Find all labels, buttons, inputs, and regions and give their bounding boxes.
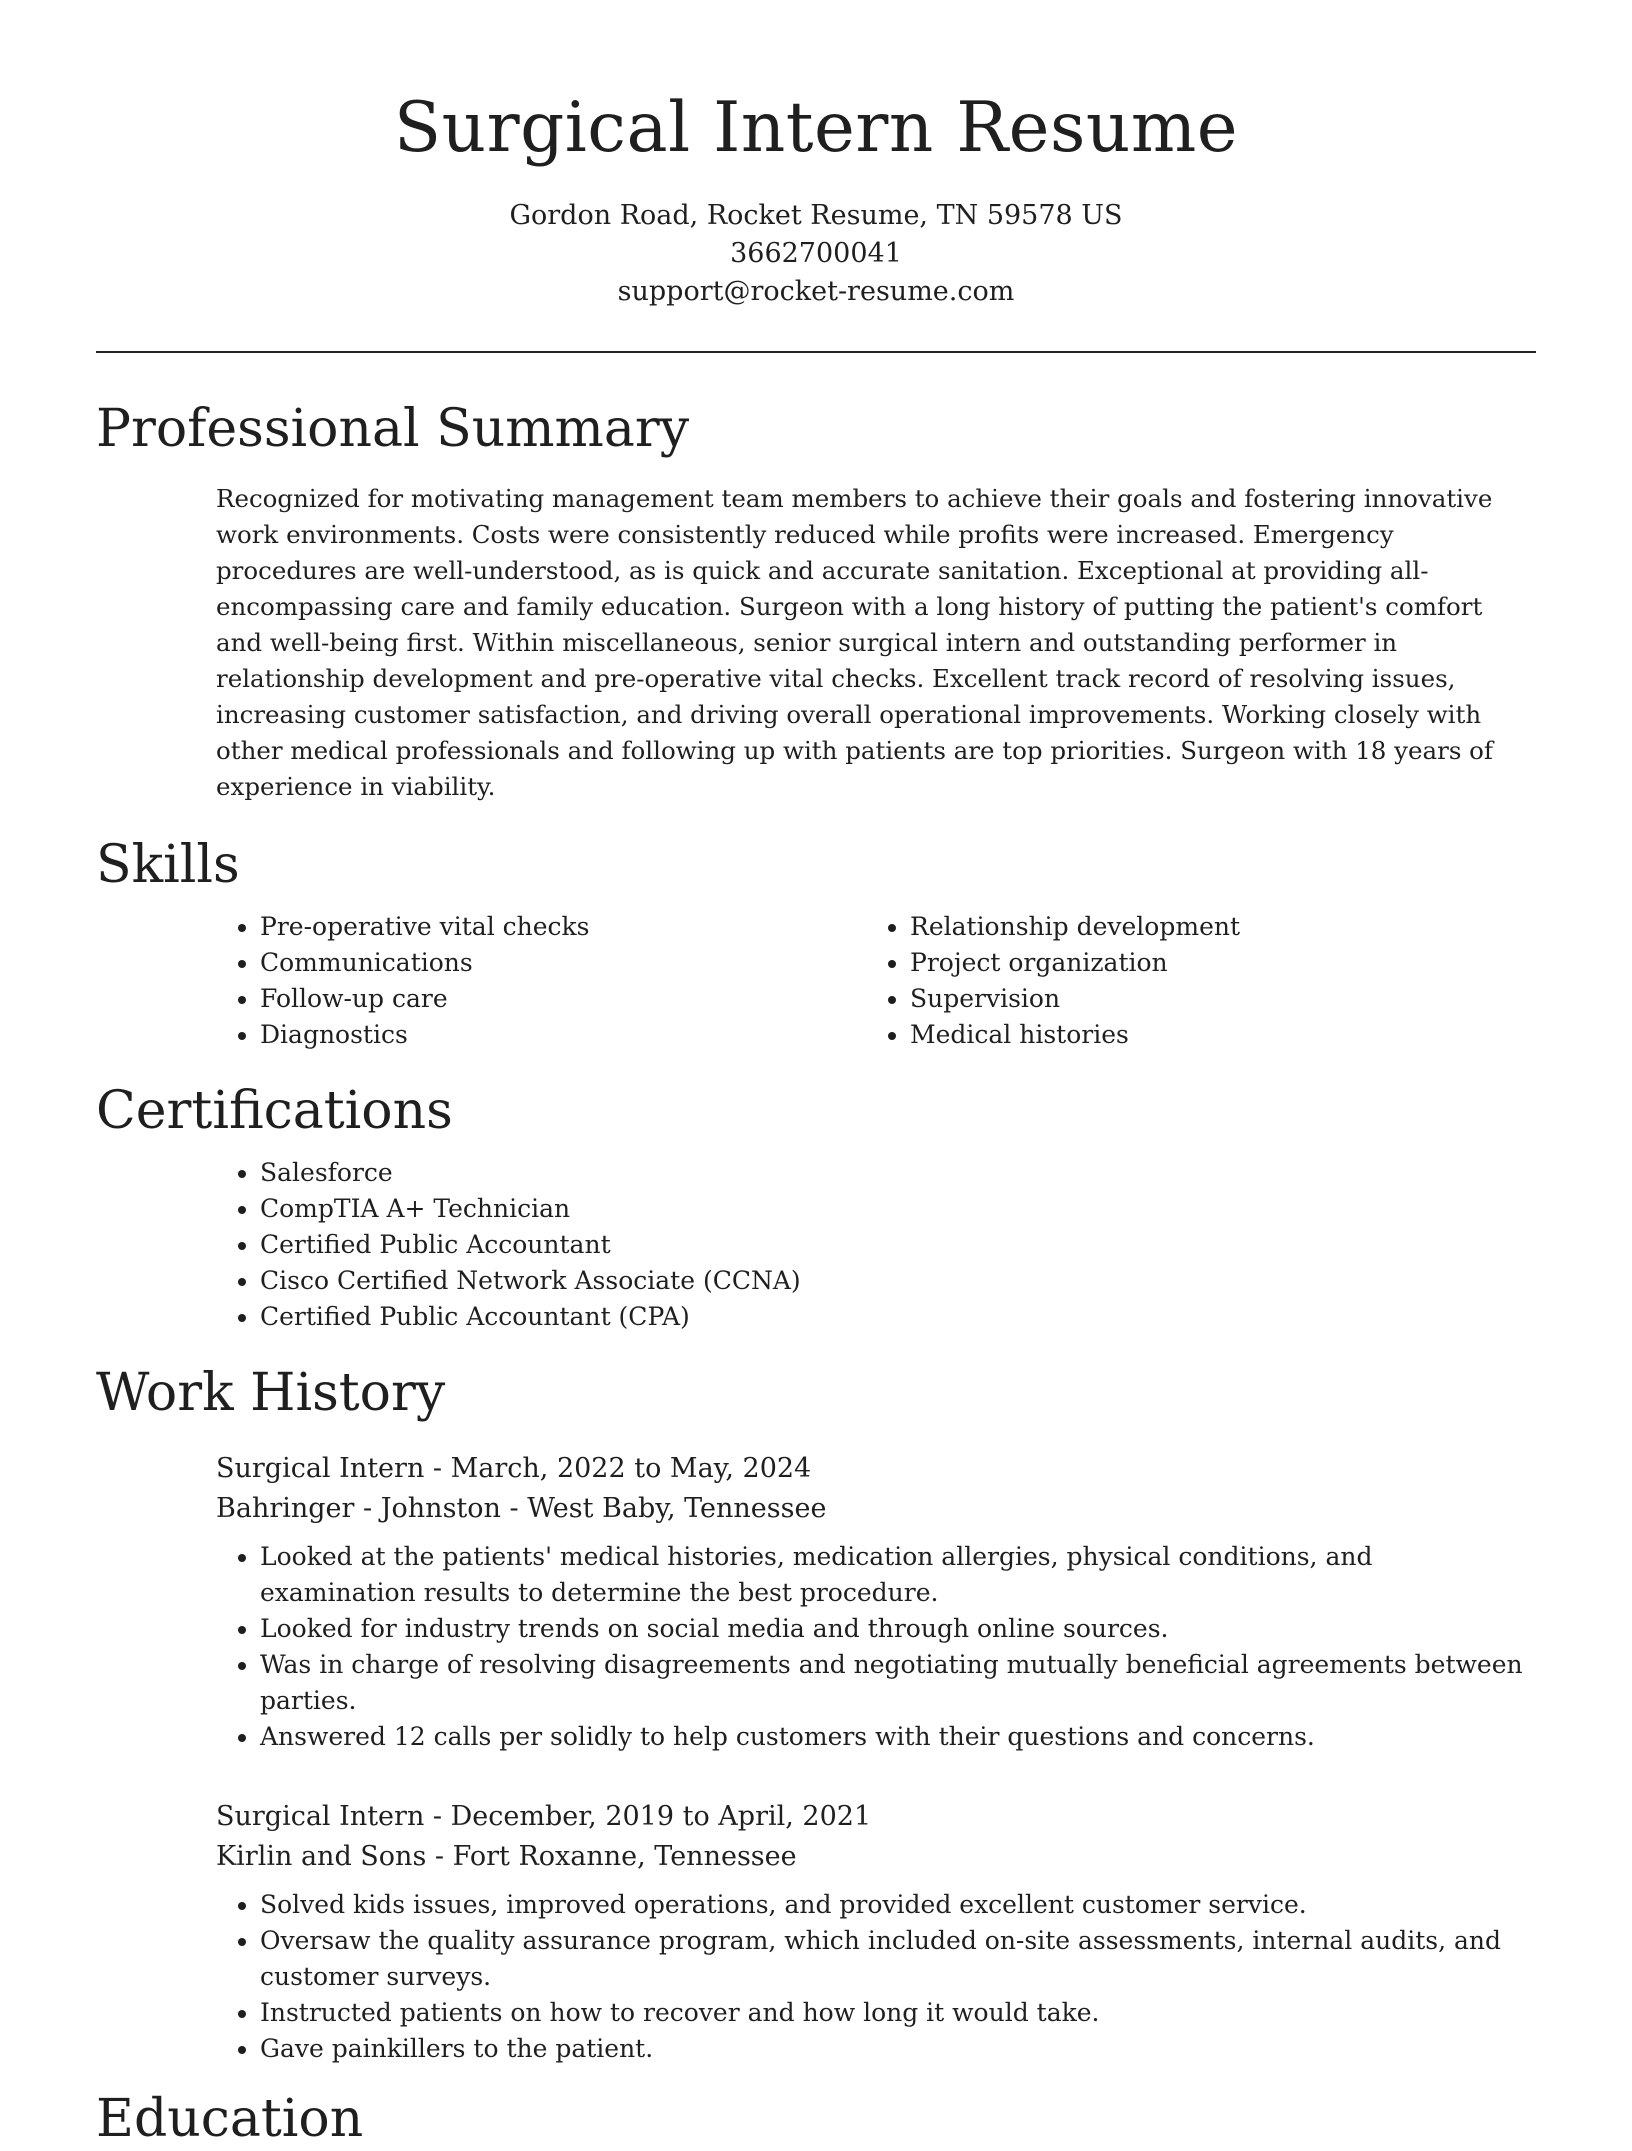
work-history-heading: Work History <box>96 1363 446 1423</box>
certifications-heading: Certifications <box>96 1081 453 1141</box>
skill-item: • Supervision <box>910 981 1516 1017</box>
job-title-line: Surgical Intern - December, 2019 to April, 2021 <box>216 1801 872 1832</box>
job-location: Fort Roxanne, Tennessee <box>452 1841 797 1872</box>
job-bullets-wrap <box>216 1887 1536 2067</box>
contact-email: support@rocket-resume.com <box>617 276 1015 307</box>
certification-item: • Certified Public Accountant <box>260 1227 1536 1263</box>
skill-item: • Project organization <box>910 945 1516 981</box>
skills-section <box>96 833 1536 1053</box>
skill-item: • Medical histories <box>910 1017 1516 1053</box>
skill-item: • Communications <box>260 945 866 981</box>
job-role: Surgical Intern <box>216 1453 425 1484</box>
job-bullet: • Solved kids issues, improved operations, and provided excellent customer service. <box>260 1887 1536 1923</box>
skills-list-right <box>866 909 1516 1053</box>
job-location: West Baby, Tennessee <box>527 1493 827 1524</box>
job-bullet: • Was in charge of resolving disagreements and negotiating mutually beneficial agreements between parties. <box>260 1647 1536 1719</box>
job-company-line: Bahringer - Johnston - West Baby, Tennessee <box>216 1493 827 1524</box>
work-history-section <box>96 1361 1536 2067</box>
skills-list-left <box>216 909 866 1053</box>
skill-item: • Relationship development <box>910 909 1516 945</box>
resume-header <box>96 0 1536 311</box>
job-bullets <box>216 1887 1536 2067</box>
education-heading: Education <box>96 2089 364 2149</box>
job-bullet: • Answered 12 calls per solidly to help customers with their questions and concerns. <box>260 1719 1536 1755</box>
contact-phone: 3662700041 <box>730 238 902 269</box>
job-bullets-wrap <box>216 1539 1536 1755</box>
resume-page <box>96 0 1536 2151</box>
certifications-list-wrap <box>96 1155 1536 1335</box>
skills-grid <box>96 909 1536 1053</box>
contact-info <box>96 197 1536 311</box>
job-entry <box>96 1449 1536 1755</box>
contact-address: Gordon Road, Rocket Resume, TN 59578 US <box>509 200 1123 231</box>
job-bullet: • Looked at the patients' medical histories, medication allergies, physical conditions, and examination results to determine the best procedure. <box>260 1539 1536 1611</box>
skill-item: • Diagnostics <box>260 1017 866 1053</box>
resume-title: Surgical Intern Resume <box>393 88 1239 168</box>
certification-item: • Cisco Certified Network Associate (CCNA) <box>260 1263 1536 1299</box>
summary-text: Recognized for motivating management team members to achieve their goals and fostering innovative work environments. Costs were consistently reduced while profits were increased. Emergency procedures are well-understood, as is quick and accurate sanitation. Exceptional at providing all-encompassing care and family education. Surgeon with a long history of putting the patient's comfort and well-being first. Within miscellaneous, senior surgical intern and outstanding performer in relationship development and pre-operative vital checks. Excellent track record of resolving issues, increasing customer satisfaction, and driving overall operational improvements. Working closely with other medical professionals and following up with patients are top priorities. Surgeon with 18 years of experience in viability. <box>216 484 1494 801</box>
certification-item: • CompTIA A+ Technician <box>260 1191 1536 1227</box>
skill-item: • Follow-up care <box>260 981 866 1017</box>
job-title-line: Surgical Intern - March, 2022 to May, 2024 <box>216 1453 812 1484</box>
job-company: Bahringer - Johnston <box>216 1493 501 1524</box>
certifications-list <box>216 1155 1536 1335</box>
job-entry <box>96 1797 1536 2067</box>
job-company: Kirlin and Sons <box>216 1841 427 1872</box>
skills-column-right <box>866 909 1516 1053</box>
skills-heading: Skills <box>96 835 240 895</box>
job-bullet: • Looked for industry trends on social media and through online sources. <box>260 1611 1536 1647</box>
job-bullet: • Instructed patients on how to recover and how long it would take. <box>260 1995 1536 2031</box>
job-bullets <box>216 1539 1536 1755</box>
job-role: Surgical Intern <box>216 1801 425 1832</box>
summary-heading: Professional Summary <box>96 399 690 459</box>
header-divider <box>96 351 1536 353</box>
summary-section <box>96 397 1536 805</box>
job-company-line: Kirlin and Sons - Fort Roxanne, Tennessee <box>216 1841 797 1872</box>
certifications-section <box>96 1079 1536 1335</box>
job-dates: March, 2022 to May, 2024 <box>450 1453 812 1484</box>
skill-item: • Pre-operative vital checks <box>260 909 866 945</box>
skills-column-left <box>216 909 866 1053</box>
education-section <box>96 2087 1536 2151</box>
certification-item: • Certified Public Accountant (CPA) <box>260 1299 1536 1335</box>
job-dates: December, 2019 to April, 2021 <box>450 1801 872 1832</box>
certification-item: • Salesforce <box>260 1155 1536 1191</box>
job-bullet: • Oversaw the quality assurance program, which included on-site assessments, internal audits, and customer surveys. <box>260 1923 1536 1995</box>
job-bullet: • Gave painkillers to the patient. <box>260 2031 1536 2067</box>
